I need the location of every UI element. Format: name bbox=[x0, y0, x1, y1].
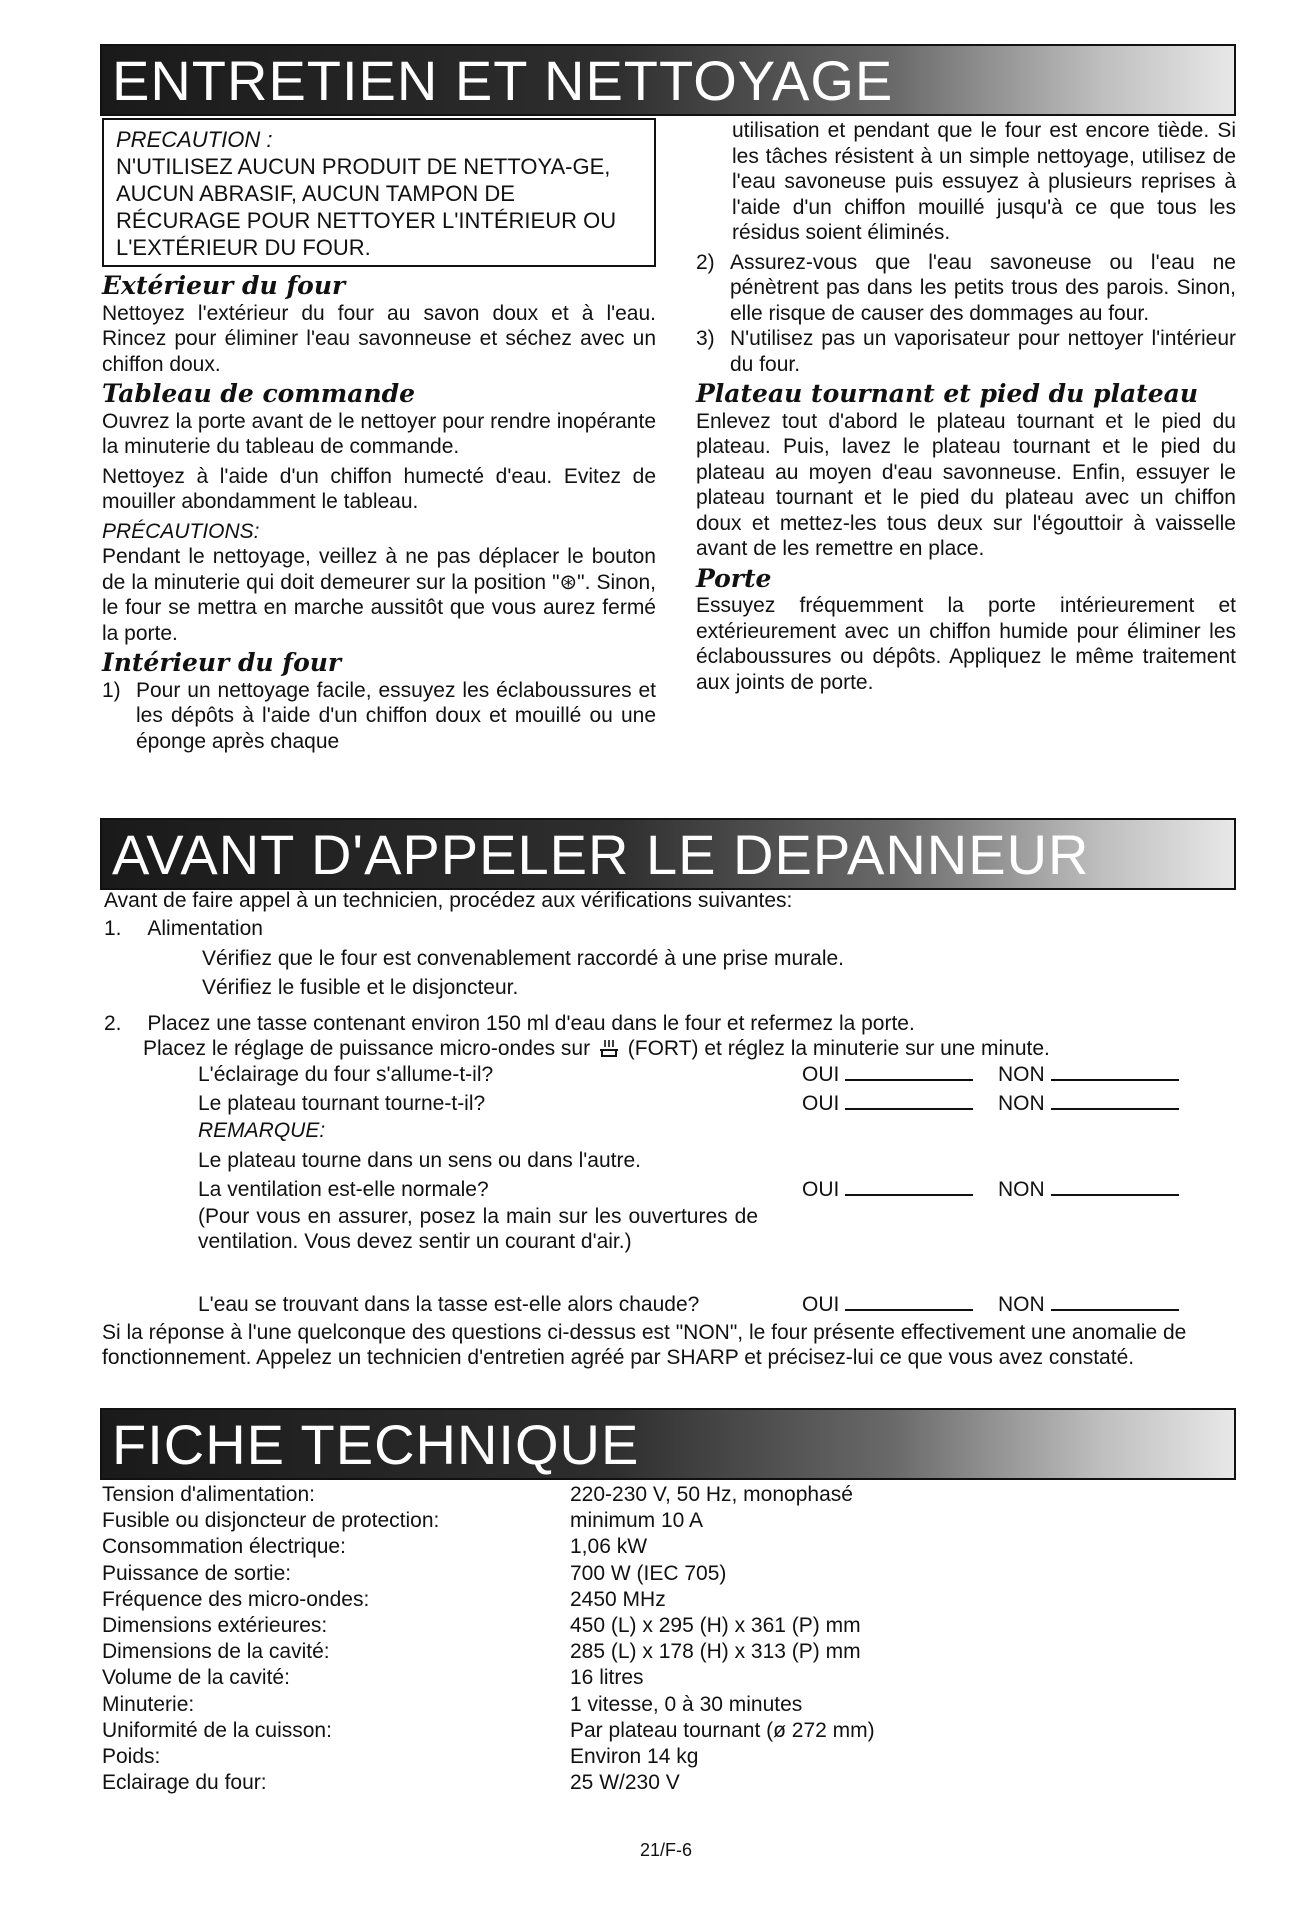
precaution-box bbox=[102, 118, 656, 267]
answer-blank[interactable] bbox=[845, 1094, 973, 1110]
item-number: 1) bbox=[102, 678, 121, 702]
interior-heading: Intérieur du four bbox=[102, 648, 342, 677]
spec-value: 285 (L) x 178 (H) x 313 (P) mm bbox=[570, 1640, 861, 1664]
exterior-text: Nettoyez l'extérieur du four au savon doux et à l'eau. Rincez pour éliminer l'eau savonneuse et séchez avec un chiffon doux. bbox=[102, 301, 656, 376]
item-text: Placez le réglage de puissance micro-ondes sur bbox=[143, 1037, 591, 1060]
remarque-label: REMARQUE: bbox=[198, 1119, 326, 1142]
list-item bbox=[696, 250, 1236, 327]
panel-text-2: Nettoyez à l'aide d'un chiffon humecté d'eau. Evitez de mouiller abondamment le tableau. bbox=[102, 464, 656, 513]
spec-label: Poids: bbox=[102, 1745, 161, 1769]
item-number: 2. bbox=[104, 1012, 122, 1035]
spec-table bbox=[102, 1482, 875, 1796]
answer-oui bbox=[802, 1292, 973, 1317]
non-label: NON bbox=[998, 1092, 1045, 1115]
remarque-text: Le plateau tourne dans un sens ou dans l'autre. bbox=[198, 1149, 641, 1172]
spec-label: Fusible ou disjoncteur de protection: bbox=[102, 1509, 440, 1533]
spec-row bbox=[102, 1508, 875, 1534]
non-label: NON bbox=[998, 1063, 1045, 1086]
item-label: Alimentation bbox=[147, 917, 263, 940]
precaution-text: N'UTILISEZ AUCUN PRODUIT DE NETTOYA-GE, AUCUN ABRASIF, AUCUN TAMPON DE RÉCURAGE POUR NETTOYER L'INTÉRIEUR OU L'EXTÉRIEUR DU FOUR. bbox=[116, 154, 617, 260]
spec-label: Puissance de sortie: bbox=[102, 1561, 292, 1585]
item-1 bbox=[104, 916, 263, 941]
spec-row bbox=[102, 1770, 875, 1796]
spec-value: 1 vitesse, 0 à 30 minutes bbox=[570, 1692, 803, 1716]
question-turntable: Le plateau tournant tourne-t-il? bbox=[198, 1092, 486, 1115]
porte-heading: Porte bbox=[696, 563, 772, 593]
spec-row bbox=[102, 1587, 875, 1613]
plateau-heading: Plateau tournant et pied du plateau bbox=[696, 379, 1198, 408]
spec-row bbox=[102, 1534, 875, 1560]
spec-label: Dimensions extérieures: bbox=[102, 1614, 328, 1638]
spec-row bbox=[102, 1482, 875, 1508]
precautions-subheading: PRÉCAUTIONS: bbox=[102, 519, 260, 543]
power-high-icon bbox=[598, 1037, 620, 1065]
spec-value: 700 W (IEC 705) bbox=[570, 1561, 727, 1585]
spec-label: Volume de la cavité: bbox=[102, 1666, 290, 1690]
spec-label: Tension d'alimentation: bbox=[102, 1483, 315, 1506]
oui-label: OUI bbox=[802, 1293, 840, 1316]
oui-label: OUI bbox=[802, 1092, 840, 1115]
oui-label: OUI bbox=[802, 1178, 840, 1201]
check-text: Vérifiez que le four est convenablement raccordé à une prise murale. bbox=[202, 947, 845, 970]
answer-blank[interactable] bbox=[1051, 1094, 1179, 1110]
answer-oui bbox=[802, 1091, 973, 1116]
answer-non bbox=[998, 1292, 1179, 1317]
plateau-text: Enlevez tout d'abord le plateau tournant et le pied du plateau. Puis, lavez le plateau tournant et le pied du plateau au moyen d'eau savonneuse. Enfin, essuyer le plateau tournant et le pied du plateau avec un chiffon doux et mettez-les tous deux sur l'égouttoir à vaisselle avant de les remettre en place. bbox=[696, 409, 1236, 560]
spec-value: 2450 MHz bbox=[570, 1587, 666, 1611]
item-2 bbox=[104, 1011, 915, 1036]
answer-oui bbox=[802, 1177, 973, 1202]
spec-label: Dimensions de la cavité: bbox=[102, 1640, 330, 1664]
answer-non bbox=[998, 1091, 1179, 1116]
precautions-text: Pendant le nettoyage, veillez à ne pas déplacer le bouton de la minuterie qui doit demeurer sur la position "⊛". Sinon, le four se mettra en marche aussitôt que vous aurez fermé la porte. bbox=[102, 545, 656, 645]
precaution-title: PRECAUTION : bbox=[116, 127, 273, 152]
list-item bbox=[696, 326, 1236, 377]
non-label: NON bbox=[998, 1178, 1045, 1201]
right-column bbox=[696, 118, 1236, 699]
item-text: N'utilisez pas un vaporisateur pour nettoyer l'intérieur du four. bbox=[730, 327, 1236, 376]
spec-row bbox=[102, 1744, 875, 1770]
oui-label: OUI bbox=[802, 1063, 840, 1086]
spec-value: 25 W/230 V bbox=[570, 1771, 680, 1795]
check-text: Vérifiez le fusible et le disjoncteur. bbox=[202, 976, 519, 999]
porte-text: Essuyez fréquemment la porte intérieurement et extérieurement avec un chiffon humide pour éliminer les éclaboussures ou dépôts. Appliquez le même traitement aux joints de porte. bbox=[696, 594, 1236, 694]
item-text: Pour un nettoyage facile, essuyez les éclaboussures et les dépôts à l'aide d'un chiffon doux et mouillé ou une éponge après chaque bbox=[136, 678, 656, 753]
spec-row bbox=[102, 1613, 875, 1639]
spec-row bbox=[102, 1639, 875, 1665]
section-header-fiche bbox=[100, 1408, 1236, 1480]
item-text: (FORT) et réglez la minuterie sur une minute. bbox=[627, 1037, 1050, 1060]
item-text: Placez une tasse contenant environ 150 ml d'eau dans le four et refermez la porte. bbox=[147, 1012, 915, 1035]
question-ventilation: La ventilation est-elle normale? bbox=[198, 1178, 489, 1201]
item-number: 2) bbox=[696, 250, 715, 274]
section-header-entretien bbox=[100, 44, 1236, 116]
spec-row bbox=[102, 1692, 875, 1718]
section-title: FICHE TECHNIQUE bbox=[112, 1413, 640, 1476]
spec-label: Uniformité de la cuisson: bbox=[102, 1718, 332, 1742]
answer-non bbox=[998, 1062, 1179, 1087]
spec-row bbox=[102, 1718, 875, 1744]
exterior-heading: Extérieur du four bbox=[102, 271, 346, 300]
spec-value: 16 litres bbox=[570, 1666, 644, 1690]
spec-label: Minuterie: bbox=[102, 1692, 195, 1716]
section-title: AVANT D'APPELER LE DEPANNEUR bbox=[112, 823, 1090, 886]
answer-blank[interactable] bbox=[1051, 1295, 1179, 1311]
spec-value: minimum 10 A bbox=[570, 1509, 704, 1533]
item-number: 1. bbox=[104, 917, 122, 940]
item-text: Assurez-vous que l'eau savoneuse ou l'eau ne pénètrent pas dans les petits trous des parois. Sinon, elle risque de causer des dommages au four. bbox=[730, 250, 1236, 325]
spec-value: 1,06 kW bbox=[570, 1535, 648, 1559]
list-item bbox=[102, 678, 656, 755]
ventilation-note: (Pour vous en assurer, posez la main sur les ouvertures de ventilation. Vous devez sentir un courant d'air.) bbox=[198, 1205, 758, 1253]
question-water: L'eau se trouvant dans la tasse est-elle alors chaude? bbox=[198, 1293, 700, 1316]
panel-text-1: Ouvrez la porte avant de le nettoyer pour rendre inopérante la minuterie du tableau de commande. bbox=[102, 409, 656, 458]
answer-blank[interactable] bbox=[845, 1295, 973, 1311]
spec-label: Fréquence des micro-ondes: bbox=[102, 1587, 370, 1611]
answer-blank[interactable] bbox=[1051, 1180, 1179, 1196]
spec-value: 220-230 V, 50 Hz, monophasé bbox=[570, 1483, 853, 1506]
section-header-depanneur bbox=[100, 818, 1236, 890]
spec-row bbox=[102, 1561, 875, 1587]
section-title: ENTRETIEN ET NETTOYAGE bbox=[112, 49, 894, 112]
spec-row bbox=[102, 1665, 875, 1691]
spec-value: 450 (L) x 295 (H) x 361 (P) mm bbox=[570, 1614, 861, 1638]
left-column bbox=[102, 118, 656, 754]
spec-label: Consommation électrique: bbox=[102, 1535, 346, 1559]
spec-label: Eclairage du four: bbox=[102, 1771, 267, 1795]
panel-heading: Tableau de commande bbox=[102, 379, 416, 408]
interior-continuation: utilisation et pendant que le four est encore tiède. Si les tâches résistent à un simple nettoyage, utilisez de l'eau savoneuse puis essuyez à plusieurs reprises à l'aide d'un chiffon mouillé jusqu'à ce que tous les résidus soient éliminés. bbox=[732, 119, 1236, 244]
spec-value: Environ 14 kg bbox=[570, 1745, 699, 1769]
spec-value: Par plateau tournant (ø 272 mm) bbox=[570, 1718, 875, 1742]
answer-blank[interactable] bbox=[845, 1065, 973, 1081]
answer-non bbox=[998, 1177, 1179, 1202]
item-2-line2 bbox=[143, 1036, 1050, 1065]
answer-blank[interactable] bbox=[845, 1180, 973, 1196]
answer-blank[interactable] bbox=[1051, 1065, 1179, 1081]
page-number: 21/F-6 bbox=[640, 1840, 693, 1860]
answer-oui bbox=[802, 1062, 973, 1087]
intro-text: Avant de faire appel à un technicien, procédez aux vérifications suivantes: bbox=[104, 889, 793, 912]
item-number: 3) bbox=[696, 327, 715, 350]
conclusion-text: Si la réponse à l'une quelconque des questions ci-dessus est "NON", le four présente effectivement une anomalie de fonctionnement. Appelez un technicien d'entretien agréé par SHARP et précisez-lui ce que vous avez constaté. bbox=[102, 1321, 1187, 1369]
question-light: L'éclairage du four s'allume-t-il? bbox=[198, 1063, 494, 1086]
non-label: NON bbox=[998, 1293, 1045, 1316]
